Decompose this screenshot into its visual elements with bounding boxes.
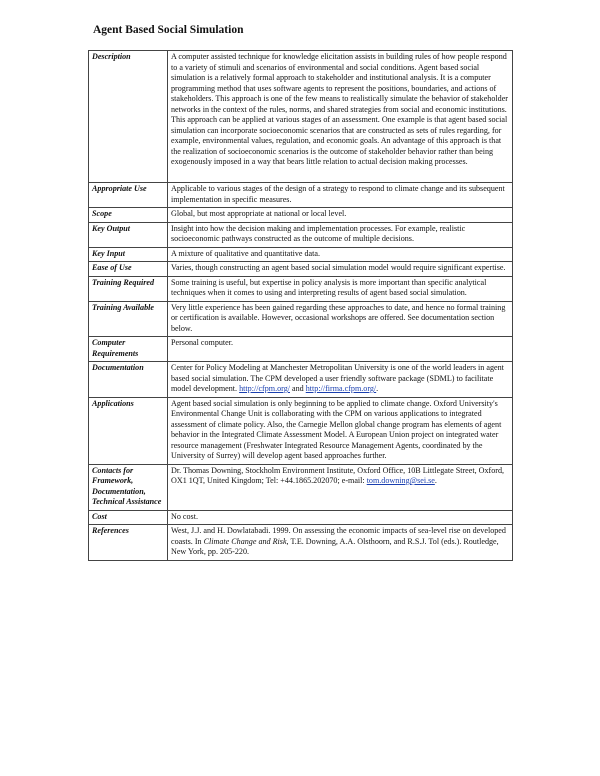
appropriate-use-label: Appropriate Use <box>89 183 168 208</box>
page-title: Agent Based Social Simulation <box>93 24 244 36</box>
references-text <box>168 525 513 561</box>
applications-label: Applications <box>89 397 168 464</box>
key-output-label: Key Output <box>89 222 168 247</box>
references-label: References <box>89 525 168 561</box>
contacts-text-before: Dr. Thomas Downing, Stockholm Environment Institute, Oxford Office, 10B Littlegate Street, Oxford, OX1 1QT, United Kingdom; Tel: +44.1865.202070; e-mail: <box>171 465 505 485</box>
ease-of-use-label: Ease of Use <box>89 262 168 277</box>
applications-text: Agent based social simulation is only beginning to be applied to climate change. Oxford University's Environmental Change Unit is collaborating with the CPM on various applications to integrated assessment of climate policy. Also, the Carnegie Mellon global change program has elements of agent behavior in the Integrated Climate Assessment Model. A European Union project on integrated water resource management (Freshwater Integrated Resource Management Agents, coordinated by the University of Surrey) will develop agent based approaches further. <box>168 397 513 464</box>
row-training-available <box>89 301 513 337</box>
row-cost <box>89 510 513 525</box>
row-key-output <box>89 222 513 247</box>
computer-requirements-label: Computer Requirements <box>89 337 168 362</box>
documentation-text <box>168 362 513 398</box>
method-table <box>88 50 513 561</box>
training-required-text: Some training is useful, but expertise in policy analysis is more important than specific analytical techniques when it comes to using and interpreting results of agent based social simulation. <box>168 276 513 301</box>
references-text-after: , T.E. Downing, A.A. Olsthoorn, and R.S.J. Tol (eds.). Routledge, New York, pp. 205-220. <box>171 536 499 556</box>
documentation-text-before: Center for Policy Modeling at Manchester Metropolitan University is one of the world leaders in agent based social simulation. The CPM developed a user friendly software package (SDML) to facilitate model development. <box>171 363 504 393</box>
row-key-input <box>89 247 513 262</box>
scope-text: Global, but most appropriate at national or local level. <box>168 208 513 223</box>
cost-label: Cost <box>89 510 168 525</box>
row-contacts <box>89 464 513 510</box>
row-references <box>89 525 513 561</box>
references-book-title: Climate Change and Risk <box>203 536 287 546</box>
ease-of-use-text: Varies, though constructing an agent based social simulation model would require significant expertise. <box>168 262 513 277</box>
row-training-required <box>89 276 513 301</box>
row-documentation <box>89 362 513 398</box>
row-scope <box>89 208 513 223</box>
documentation-label: Documentation <box>89 362 168 398</box>
documentation-text-after: . <box>376 384 379 393</box>
email-link[interactable]: tom.downing@sei.se <box>366 476 435 485</box>
scope-label: Scope <box>89 208 168 223</box>
documentation-text-mid: and <box>290 384 306 393</box>
contacts-text <box>168 464 513 510</box>
cfpm-link[interactable]: http://cfpm.org/ <box>239 384 290 393</box>
row-appropriate-use <box>89 183 513 208</box>
key-input-text: A mixture of qualitative and quantitative data. <box>168 247 513 262</box>
references-text-before: West, J.J. and H. Dowlatabadi. 1999. On assessing the economic impacts of sea-level rise on developed coasts. In <box>171 526 506 546</box>
training-available-label: Training Available <box>89 301 168 337</box>
contacts-label: Contacts for Framework, Documentation, Technical Assistance <box>89 464 168 510</box>
row-ease-of-use <box>89 262 513 277</box>
row-computer-requirements <box>89 337 513 362</box>
computer-requirements-text: Personal computer. <box>168 337 513 362</box>
row-applications <box>89 397 513 464</box>
row-description <box>89 51 513 183</box>
key-output-text: Insight into how the decision making and implementation processes. For example, realistic socioeconomic pathways constructed as the outcome of multiple decisions. <box>168 222 513 247</box>
cost-text: No cost. <box>168 510 513 525</box>
contacts-text-after: . <box>434 476 437 485</box>
key-input-label: Key Input <box>89 247 168 262</box>
training-required-label: Training Required <box>89 276 168 301</box>
training-available-text: Very little experience has been gained regarding these approaches to date, and hence no formal training or certification is available. However, occasional workshops are offered. See documentation section below. <box>168 301 513 337</box>
description-text: A computer assisted technique for knowledge elicitation assists in building rules of how people respond to a variety of stimuli and scenarios of environmental and social conditions. Agent based social simulation is a relatively formal approach to stakeholder and institutional analysis. It is a computer programming method that uses software agents to represent the positions, boundaries, and actions of stakeholders. This approach is one of the few means to realistically simulate the behavior of stakeholder networks in the context of the rules, norms, and shared strategies from social and economic institutions. This approach can be applied at various stages of an assessment. One example is that agent based social simulation can incorporate socioeconomic scenarios that are constructed as sets of rules regarding, for example, environmental values, regulation, and economic goals. An advantage of this approach is that the realization of socioeconomic scenarios is the outcome of stakeholder behavior rather than being exogenously imposed in a way that bears little relation to actual decision making processes. <box>168 51 513 183</box>
description-label: Description <box>89 51 168 183</box>
firma-link[interactable]: http://firma.cfpm.org/ <box>305 384 377 393</box>
appropriate-use-text: Applicable to various stages of the design of a strategy to respond to climate change and its subsequent implementation in specific measures. <box>168 183 513 208</box>
